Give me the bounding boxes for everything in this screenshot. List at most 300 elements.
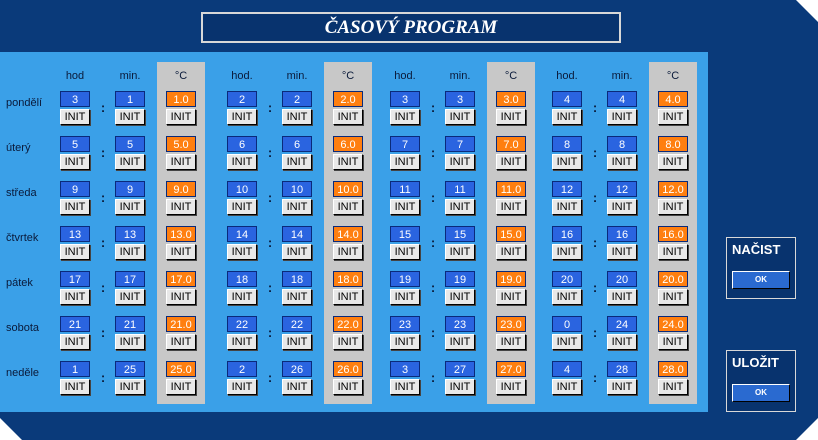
init-button[interactable]: INIT (115, 109, 145, 125)
hour-cell (60, 181, 90, 215)
minute-cell-value[interactable]: 25 (115, 361, 145, 377)
hour-cell-value[interactable]: 1 (60, 361, 90, 377)
hour-cell-value[interactable]: 15 (390, 226, 420, 242)
init-button[interactable]: INIT (282, 109, 312, 125)
temperature-cell-value[interactable]: 22.0 (333, 316, 363, 332)
temperature-cell (496, 181, 526, 215)
temperature-cell (496, 91, 526, 125)
minute-cell-value[interactable]: 9 (115, 181, 145, 197)
init-button[interactable]: INIT (227, 154, 257, 170)
temperature-cell-value[interactable]: 2.0 (333, 91, 363, 107)
time-separator: : (592, 100, 598, 115)
time-separator: : (100, 145, 106, 160)
header-celsius: °C (504, 70, 518, 82)
temperature-cell (496, 316, 526, 350)
init-button[interactable]: INIT (282, 154, 312, 170)
temperature-cell (496, 226, 526, 260)
minute-cell-value[interactable]: 28 (607, 361, 637, 377)
minute-cell (115, 361, 145, 395)
day-label: čtvrtek (6, 232, 39, 244)
init-button[interactable]: INIT (227, 244, 257, 260)
temperature-cell (166, 316, 196, 350)
hour-cell (390, 181, 420, 215)
time-separator: : (100, 190, 106, 205)
hour-cell-value[interactable]: 20 (552, 271, 582, 287)
time-separator: : (430, 145, 436, 160)
init-button[interactable]: INIT (333, 334, 363, 350)
minute-cell-value[interactable]: 7 (445, 136, 475, 152)
temperature-cell (166, 136, 196, 170)
minute-cell (607, 226, 637, 260)
init-button[interactable]: INIT (445, 154, 475, 170)
minute-cell-value[interactable]: 5 (115, 136, 145, 152)
time-separator: : (267, 280, 273, 295)
init-button[interactable]: INIT (60, 379, 90, 395)
temperature-cell (333, 361, 363, 395)
init-button[interactable]: INIT (496, 109, 526, 125)
init-button[interactable]: INIT (552, 334, 582, 350)
minute-cell-value[interactable]: 24 (607, 316, 637, 332)
minute-cell-value[interactable]: 3 (445, 91, 475, 107)
hour-cell-value[interactable]: 4 (552, 91, 582, 107)
day-label: úterý (6, 142, 31, 154)
init-button[interactable]: INIT (496, 289, 526, 305)
load-panel (726, 237, 796, 299)
temperature-cell-value[interactable]: 17.0 (166, 271, 196, 287)
header-hour: hod. (556, 70, 578, 82)
init-button[interactable]: INIT (115, 244, 145, 260)
hour-cell (60, 316, 90, 350)
hour-cell-value[interactable]: 7 (390, 136, 420, 152)
hour-cell-value[interactable]: 23 (390, 316, 420, 332)
minute-cell (115, 181, 145, 215)
header-hour: hod (65, 70, 85, 82)
temperature-cell-value[interactable]: 18.0 (333, 271, 363, 287)
minute-cell (115, 136, 145, 170)
frame-corner-bottom-right (796, 418, 818, 440)
temperature-cell-value[interactable]: 10.0 (333, 181, 363, 197)
header-minute: min. (119, 70, 141, 82)
minute-cell-value[interactable]: 11 (445, 181, 475, 197)
init-button[interactable]: INIT (60, 109, 90, 125)
init-button[interactable]: INIT (333, 244, 363, 260)
temperature-cell-value[interactable]: 27.0 (496, 361, 526, 377)
temperature-cell (658, 91, 688, 125)
hour-cell-value[interactable]: 17 (60, 271, 90, 287)
hour-cell (390, 226, 420, 260)
init-button[interactable]: INIT (227, 334, 257, 350)
temperature-cell-value[interactable]: 6.0 (333, 136, 363, 152)
temperature-cell (658, 181, 688, 215)
init-button[interactable]: INIT (552, 289, 582, 305)
init-button[interactable]: INIT (390, 334, 420, 350)
init-button[interactable]: INIT (496, 334, 526, 350)
minute-cell-value[interactable]: 12 (607, 181, 637, 197)
init-button[interactable]: INIT (658, 334, 688, 350)
init-button[interactable]: INIT (658, 379, 688, 395)
header-celsius: °C (174, 70, 188, 82)
temperature-cell (166, 271, 196, 305)
temperature-cell (658, 361, 688, 395)
minute-cell-value[interactable]: 10 (282, 181, 312, 197)
temperature-cell-value[interactable]: 28.0 (658, 361, 688, 377)
hour-cell (390, 316, 420, 350)
temperature-cell-value[interactable]: 7.0 (496, 136, 526, 152)
temperature-cell-value[interactable]: 8.0 (658, 136, 688, 152)
minute-cell-value[interactable]: 4 (607, 91, 637, 107)
minute-cell-value[interactable]: 26 (282, 361, 312, 377)
hour-cell (227, 271, 257, 305)
hour-cell (60, 91, 90, 125)
hour-cell (60, 271, 90, 305)
hour-cell-value[interactable]: 5 (60, 136, 90, 152)
init-button[interactable]: INIT (552, 244, 582, 260)
init-button[interactable]: INIT (552, 199, 582, 215)
temperature-cell-value[interactable]: 13.0 (166, 226, 196, 242)
init-button[interactable]: INIT (607, 289, 637, 305)
hour-cell-value[interactable]: 0 (552, 316, 582, 332)
hour-cell-value[interactable]: 12 (552, 181, 582, 197)
minute-cell (445, 271, 475, 305)
time-separator: : (592, 145, 598, 160)
time-separator: : (100, 100, 106, 115)
minute-cell (282, 271, 312, 305)
hour-cell-value[interactable]: 3 (60, 91, 90, 107)
minute-cell (607, 181, 637, 215)
day-label: neděle (6, 367, 40, 379)
minute-cell-value[interactable]: 18 (282, 271, 312, 287)
minute-cell-value[interactable]: 16 (607, 226, 637, 242)
temperature-cell-value[interactable]: 9.0 (166, 181, 196, 197)
init-button[interactable]: INIT (445, 334, 475, 350)
hour-cell-value[interactable]: 19 (390, 271, 420, 287)
hour-cell (227, 136, 257, 170)
minute-cell-value[interactable]: 15 (445, 226, 475, 242)
temperature-cell (166, 361, 196, 395)
init-button[interactable]: INIT (607, 244, 637, 260)
header-minute: min. (611, 70, 633, 82)
time-separator: : (267, 325, 273, 340)
init-button[interactable]: INIT (607, 154, 637, 170)
time-separator: : (100, 325, 106, 340)
init-button[interactable]: INIT (166, 109, 196, 125)
init-button[interactable]: INIT (115, 199, 145, 215)
init-button[interactable]: INIT (60, 154, 90, 170)
hour-cell-value[interactable]: 2 (227, 91, 257, 107)
init-button[interactable]: INIT (227, 379, 257, 395)
hour-cell-value[interactable]: 9 (60, 181, 90, 197)
hour-cell (227, 181, 257, 215)
init-button[interactable]: INIT (227, 289, 257, 305)
time-separator: : (430, 280, 436, 295)
hour-cell (552, 181, 582, 215)
minute-cell-value[interactable]: 19 (445, 271, 475, 287)
init-button[interactable]: INIT (333, 199, 363, 215)
hour-cell (390, 271, 420, 305)
minute-cell (607, 136, 637, 170)
minute-cell-value[interactable]: 2 (282, 91, 312, 107)
init-button[interactable]: INIT (115, 379, 145, 395)
time-separator: : (267, 100, 273, 115)
init-button[interactable]: INIT (496, 154, 526, 170)
time-separator: : (592, 370, 598, 385)
temperature-cell-value[interactable]: 24.0 (658, 316, 688, 332)
minute-cell (607, 271, 637, 305)
temperature-cell-value[interactable]: 23.0 (496, 316, 526, 332)
time-separator: : (592, 190, 598, 205)
time-separator: : (267, 235, 273, 250)
init-button[interactable]: INIT (115, 289, 145, 305)
init-button[interactable]: INIT (658, 244, 688, 260)
temperature-cell-value[interactable]: 20.0 (658, 271, 688, 287)
temperature-cell (496, 271, 526, 305)
temperature-cell-value[interactable]: 26.0 (333, 361, 363, 377)
minute-cell-value[interactable]: 14 (282, 226, 312, 242)
day-label: středa (6, 187, 37, 199)
init-button[interactable]: INIT (60, 289, 90, 305)
init-button[interactable]: INIT (445, 199, 475, 215)
minute-cell (445, 316, 475, 350)
minute-cell (282, 361, 312, 395)
temperature-cell-value[interactable]: 14.0 (333, 226, 363, 242)
time-separator: : (100, 235, 106, 250)
temperature-cell (166, 91, 196, 125)
hour-cell (227, 226, 257, 260)
hour-cell-value[interactable]: 2 (227, 361, 257, 377)
minute-cell-value[interactable]: 13 (115, 226, 145, 242)
hour-cell-value[interactable]: 21 (60, 316, 90, 332)
init-button[interactable]: INIT (552, 109, 582, 125)
hour-cell (60, 136, 90, 170)
hour-cell (227, 316, 257, 350)
init-button[interactable]: INIT (445, 244, 475, 260)
init-button[interactable]: INIT (445, 289, 475, 305)
time-separator: : (100, 370, 106, 385)
time-separator: : (267, 145, 273, 160)
init-button[interactable]: INIT (496, 379, 526, 395)
minute-cell-value[interactable]: 17 (115, 271, 145, 287)
minute-cell-value[interactable]: 23 (445, 316, 475, 332)
minute-cell-value[interactable]: 22 (282, 316, 312, 332)
init-button[interactable]: INIT (607, 109, 637, 125)
minute-cell (115, 316, 145, 350)
init-button[interactable]: INIT (282, 289, 312, 305)
hour-cell-value[interactable]: 10 (227, 181, 257, 197)
hour-cell (390, 136, 420, 170)
hour-cell-value[interactable]: 8 (552, 136, 582, 152)
init-button[interactable]: INIT (607, 334, 637, 350)
init-button[interactable]: INIT (658, 154, 688, 170)
header-hour: hod. (231, 70, 253, 82)
day-label: sobota (6, 322, 40, 334)
minute-cell (282, 136, 312, 170)
temperature-cell (333, 181, 363, 215)
time-separator: : (430, 370, 436, 385)
init-button[interactable]: INIT (390, 199, 420, 215)
init-button[interactable]: INIT (390, 289, 420, 305)
minute-cell-value[interactable]: 8 (607, 136, 637, 152)
hour-cell-value[interactable]: 14 (227, 226, 257, 242)
init-button[interactable]: INIT (333, 154, 363, 170)
temperature-cell (166, 226, 196, 260)
hour-cell (552, 316, 582, 350)
init-button[interactable]: INIT (496, 244, 526, 260)
time-separator: : (430, 235, 436, 250)
temperature-cell (333, 316, 363, 350)
hour-cell-value[interactable]: 3 (390, 361, 420, 377)
hour-cell (390, 91, 420, 125)
minute-cell-value[interactable]: 21 (115, 316, 145, 332)
hour-cell-value[interactable]: 13 (60, 226, 90, 242)
temperature-cell-value[interactable]: 15.0 (496, 226, 526, 242)
load-label: NAČIST (732, 242, 781, 257)
temperature-cell-value[interactable]: 21.0 (166, 316, 196, 332)
time-separator: : (267, 190, 273, 205)
time-separator: : (592, 325, 598, 340)
init-button[interactable]: INIT (658, 289, 688, 305)
init-button[interactable]: INIT (333, 109, 363, 125)
hour-cell-value[interactable]: 6 (227, 136, 257, 152)
header-minute: min. (286, 70, 308, 82)
minute-cell (445, 181, 475, 215)
hour-cell (552, 271, 582, 305)
temperature-cell (333, 136, 363, 170)
time-separator: : (267, 370, 273, 385)
init-button[interactable]: INIT (390, 109, 420, 125)
init-button[interactable]: INIT (658, 199, 688, 215)
hour-cell (552, 91, 582, 125)
hour-cell-value[interactable]: 16 (552, 226, 582, 242)
temperature-cell-value[interactable]: 19.0 (496, 271, 526, 287)
minute-cell (445, 91, 475, 125)
time-separator: : (430, 100, 436, 115)
minute-cell (115, 271, 145, 305)
init-button[interactable]: INIT (445, 379, 475, 395)
minute-cell (445, 226, 475, 260)
init-button[interactable]: INIT (658, 109, 688, 125)
temperature-cell-value[interactable]: 12.0 (658, 181, 688, 197)
hour-cell (227, 361, 257, 395)
temperature-cell (166, 181, 196, 215)
temperature-cell-value[interactable]: 11.0 (496, 181, 526, 197)
minute-cell (282, 316, 312, 350)
init-button[interactable]: INIT (60, 199, 90, 215)
init-button[interactable]: INIT (607, 379, 637, 395)
init-button[interactable]: INIT (166, 334, 196, 350)
hour-cell (390, 361, 420, 395)
temperature-cell (658, 316, 688, 350)
init-button[interactable]: INIT (115, 334, 145, 350)
time-separator: : (592, 235, 598, 250)
temperature-cell-value[interactable]: 4.0 (658, 91, 688, 107)
init-button[interactable]: INIT (166, 379, 196, 395)
temperature-cell-value[interactable]: 5.0 (166, 136, 196, 152)
init-button[interactable]: INIT (60, 334, 90, 350)
temperature-cell (496, 361, 526, 395)
hour-cell (552, 226, 582, 260)
init-button[interactable]: INIT (333, 379, 363, 395)
minute-cell-value[interactable]: 6 (282, 136, 312, 152)
time-separator: : (430, 190, 436, 205)
init-button[interactable]: INIT (607, 199, 637, 215)
init-button[interactable]: INIT (166, 244, 196, 260)
init-button[interactable]: INIT (166, 154, 196, 170)
init-button[interactable]: INIT (166, 289, 196, 305)
init-button[interactable]: INIT (390, 154, 420, 170)
init-button[interactable]: INIT (496, 199, 526, 215)
page-title: ČASOVÝ PROGRAM (201, 12, 621, 43)
frame-corner-top-right (796, 0, 818, 22)
minute-cell (445, 136, 475, 170)
save-panel (726, 350, 796, 412)
day-label: pátek (6, 277, 33, 289)
hour-cell-value[interactable]: 18 (227, 271, 257, 287)
temperature-cell-value[interactable]: 25.0 (166, 361, 196, 377)
temperature-cell (658, 226, 688, 260)
init-button[interactable]: INIT (445, 109, 475, 125)
init-button[interactable]: INIT (166, 199, 196, 215)
temperature-cell-value[interactable]: 3.0 (496, 91, 526, 107)
init-button[interactable]: INIT (333, 289, 363, 305)
day-label: pondělí (6, 97, 43, 109)
temperature-cell (333, 271, 363, 305)
save-ok-button[interactable]: OK (732, 384, 790, 402)
temperature-cell (658, 271, 688, 305)
init-button[interactable]: INIT (552, 379, 582, 395)
init-button[interactable]: INIT (390, 244, 420, 260)
init-button[interactable]: INIT (60, 244, 90, 260)
hour-cell-value[interactable]: 4 (552, 361, 582, 377)
init-button[interactable]: INIT (227, 199, 257, 215)
minute-cell (282, 226, 312, 260)
time-separator: : (100, 280, 106, 295)
time-separator: : (430, 325, 436, 340)
init-button[interactable]: INIT (115, 154, 145, 170)
time-separator: : (592, 280, 598, 295)
minute-cell (607, 316, 637, 350)
minute-cell (115, 91, 145, 125)
hour-cell (227, 91, 257, 125)
temperature-cell (496, 136, 526, 170)
temperature-cell-value[interactable]: 16.0 (658, 226, 688, 242)
init-button[interactable]: INIT (282, 244, 312, 260)
hour-cell-value[interactable]: 3 (390, 91, 420, 107)
hour-cell (60, 361, 90, 395)
hour-cell-value[interactable]: 22 (227, 316, 257, 332)
save-label: ULOŽIT (732, 355, 779, 370)
minute-cell (607, 361, 637, 395)
init-button[interactable]: INIT (282, 199, 312, 215)
init-button[interactable]: INIT (282, 379, 312, 395)
minute-cell (115, 226, 145, 260)
minute-cell (282, 181, 312, 215)
load-ok-button[interactable]: OK (732, 271, 790, 289)
temperature-cell (333, 226, 363, 260)
temperature-cell (333, 91, 363, 125)
init-button[interactable]: INIT (552, 154, 582, 170)
init-button[interactable]: INIT (227, 109, 257, 125)
temperature-cell-value[interactable]: 1.0 (166, 91, 196, 107)
header-hour: hod. (394, 70, 416, 82)
frame-corner-bottom-left (0, 418, 22, 440)
hour-cell (552, 361, 582, 395)
hour-cell-value[interactable]: 11 (390, 181, 420, 197)
minute-cell-value[interactable]: 1 (115, 91, 145, 107)
minute-cell-value[interactable]: 27 (445, 361, 475, 377)
minute-cell-value[interactable]: 20 (607, 271, 637, 287)
init-button[interactable]: INIT (390, 379, 420, 395)
init-button[interactable]: INIT (282, 334, 312, 350)
